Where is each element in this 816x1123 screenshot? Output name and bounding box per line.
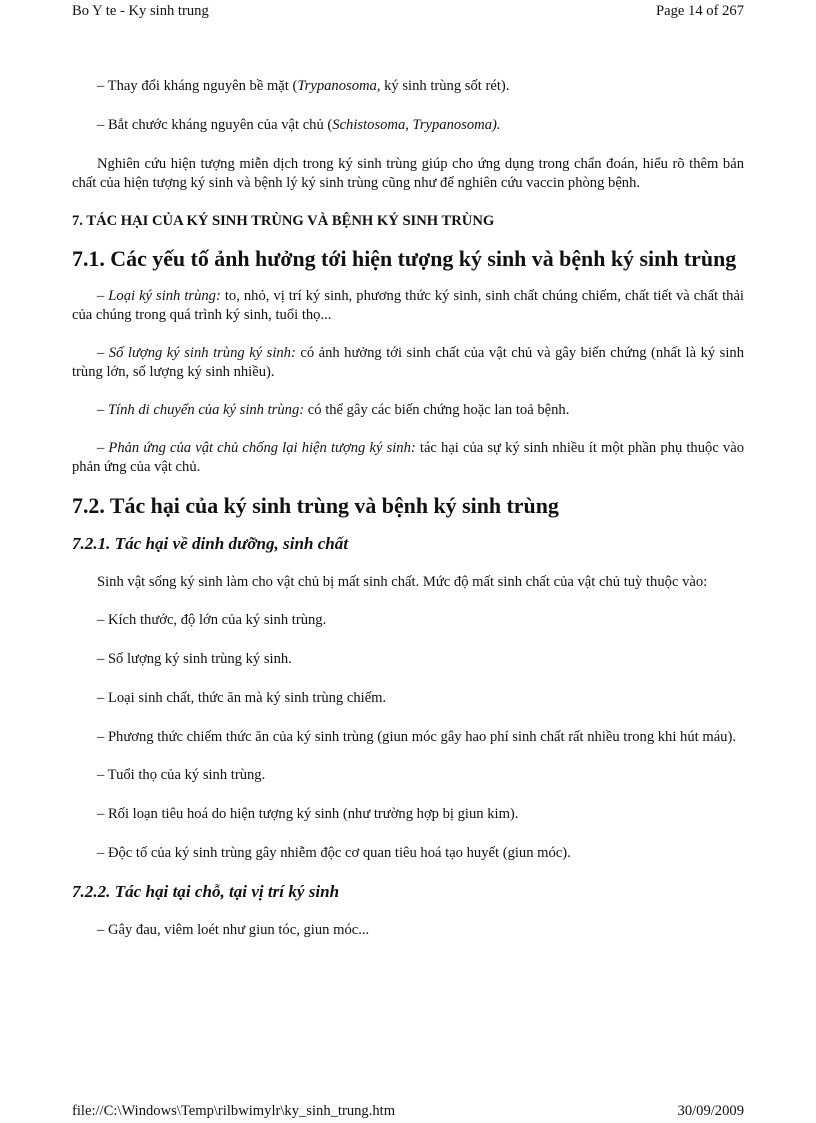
- list-item-count: – Số lượng ký sinh trùng ký sinh.: [97, 651, 292, 667]
- list-item-size: – Kích thước, độ lớn của ký sinh trùng.: [97, 612, 327, 628]
- bullet-antigen-mimic: – Bắt chước kháng nguyên của vật chủ (Schistosoma, Trypanosoma).: [97, 117, 501, 133]
- header-title: Bo Y te - Ky sinh trung: [72, 3, 209, 19]
- page-header: [72, 2, 744, 21]
- paragraph-immunity-research: Nghiên cứu hiện tượng miễn dịch trong ký sinh trùng giúp cho ứng dụng trong chẩn đoán, hiểu rõ thêm bản chất của hiện tượng ký sinh và bệnh lý ký sinh trùng cũng như để nghiên cứu vaccin phòng bệnh.: [72, 156, 744, 191]
- section-heading-7-1: 7.1. Các yếu tố ảnh hưởng tới hiện tượng ký sinh và bệnh ký sinh trùng: [72, 246, 737, 271]
- factor-host-response: – Phản ứng của vật chủ chống lại hiện tượng ký sinh: tác hại của sự ký sinh nhiều ít một phần phụ thuộc vào phản ứng của vật chủ.: [72, 440, 744, 475]
- paragraph-nutrition-loss: Sinh vật sống ký sinh làm cho vật chủ bị mất sinh chất. Mức độ mất sinh chất của vật chủ tuỳ thuộc vào:: [97, 574, 708, 590]
- section-heading-7: 7. TÁC HẠI CỦA KÝ SINH TRÙNG VÀ BỆNH KÝ SINH TRÙNG: [72, 213, 495, 229]
- page-footer: [72, 1102, 744, 1121]
- list-item-pain-ulcer: – Gây đau, viêm loét như giun tóc, giun móc...: [97, 922, 370, 938]
- document-body: [72, 77, 744, 940]
- list-item-digestive-disorder: – Rối loạn tiêu hoá do hiện tượng ký sinh (như trường hợp bị giun kim).: [97, 806, 519, 822]
- header-page-number: Page 14 of 267: [656, 3, 744, 19]
- section-heading-7-2: 7.2. Tác hại của ký sinh trùng và bệnh ký sinh trùng: [72, 493, 559, 518]
- section-heading-7-2-2: 7.2.2. Tác hại tại chỗ, tại vị trí ký sinh: [72, 882, 340, 901]
- footer-date: 30/09/2009: [677, 1103, 744, 1119]
- list-item-food-type: – Loại sinh chất, thức ăn mà ký sinh trùng chiếm.: [97, 690, 387, 706]
- footer-file-path: file://C:\Windows\Temp\rilbwimylr\ky_sinh_trung.htm: [72, 1103, 396, 1119]
- list-item-lifespan: – Tuổi thọ của ký sinh trùng.: [97, 767, 266, 783]
- list-item-toxin: – Độc tố của ký sinh trùng gây nhiễm độc cơ quan tiêu hoá tạo huyết (giun móc).: [97, 845, 571, 861]
- factor-parasite-mobility: – Tính di chuyển của ký sinh trùng: có thể gây các biến chứng hoặc lan toả bệnh.: [97, 402, 570, 418]
- factor-parasite-type: – Loại ký sinh trùng: to, nhỏ, vị trí ký sinh, phương thức ký sinh, sinh chất chúng chiếm, chất tiết và chất thải của chúng trong quá trình ký sinh, tuổi thọ...: [72, 288, 744, 323]
- factor-parasite-count: – Số lượng ký sinh trùng ký sinh: có ảnh hưởng tới sinh chất của vật chủ và gây biến chứng (nhất là ký sinh trùng lớn, số lượng ký sinh nhiều).: [72, 345, 744, 380]
- list-item-feeding-method: – Phương thức chiếm thức ăn của ký sinh trùng (giun móc gây hao phí sinh chất rất nhiều trong khi hút máu).: [97, 729, 736, 745]
- section-heading-7-2-1: 7.2.1. Tác hại về dinh dưỡng, sinh chất: [72, 534, 349, 553]
- bullet-antigen-change: – Thay đổi kháng nguyên bề mặt (Trypanosoma, ký sinh trùng sốt rét).: [97, 78, 510, 94]
